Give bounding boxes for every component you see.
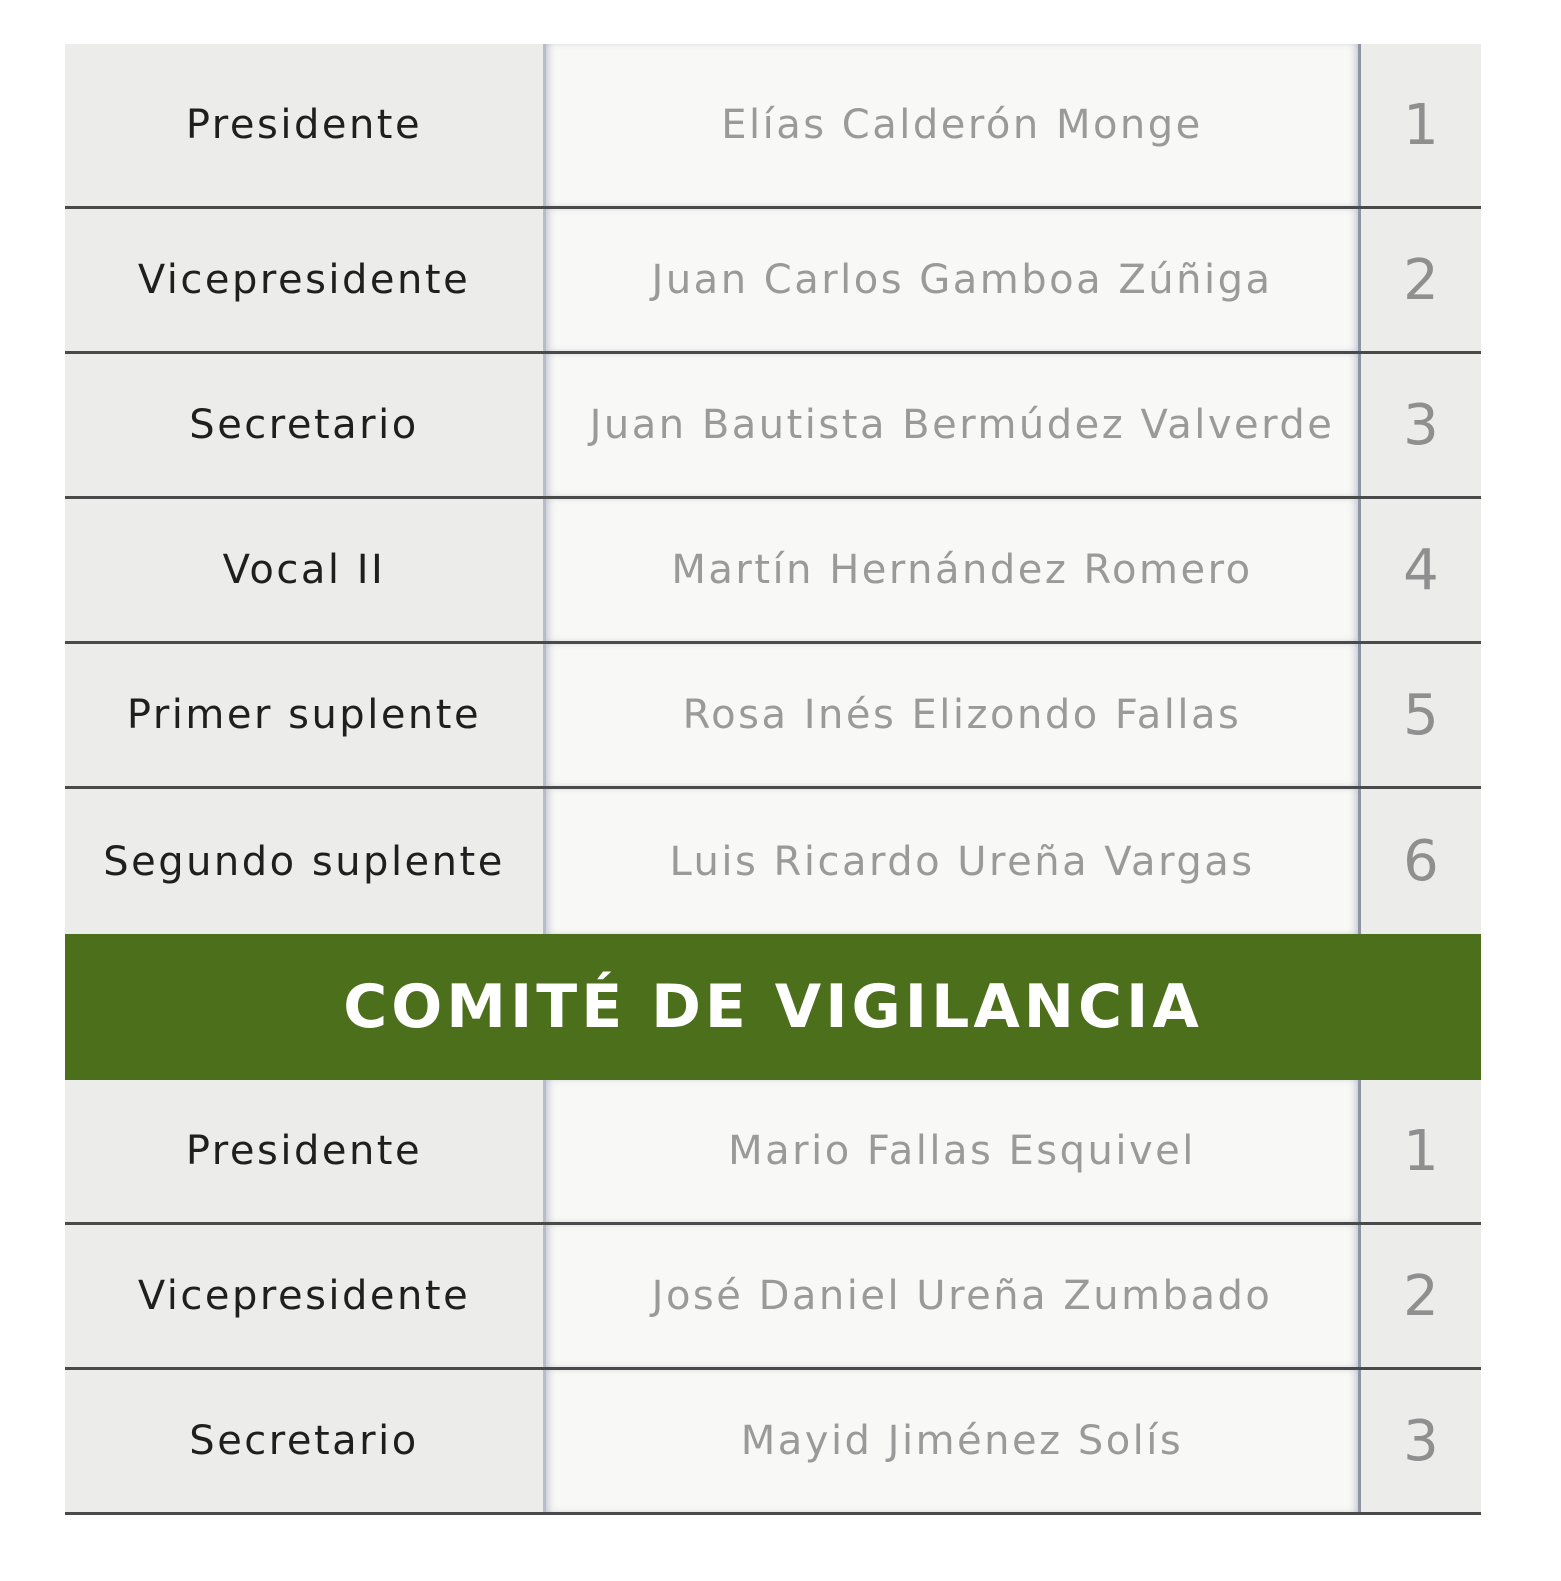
table-row	[65, 644, 1481, 789]
name-cell: Juan Carlos Gamboa Zúñiga	[543, 209, 1361, 351]
name-cell: Mayid Jiménez Solís	[543, 1370, 1361, 1512]
role-cell: Primer suplente	[65, 644, 543, 786]
table-row	[65, 1225, 1481, 1370]
number-cell: 5	[1361, 644, 1481, 786]
table-row	[65, 44, 1481, 209]
role-cell: Secretario	[65, 354, 543, 496]
role-cell: Vicepresidente	[65, 1225, 543, 1367]
number-cell: 3	[1361, 1370, 1481, 1512]
table-row	[65, 1370, 1481, 1515]
number-cell: 4	[1361, 499, 1481, 641]
name-cell: Rosa Inés Elizondo Fallas	[543, 644, 1361, 786]
number-cell: 3	[1361, 354, 1481, 496]
role-cell: Presidente	[65, 44, 543, 206]
role-cell: Secretario	[65, 1370, 543, 1512]
number-cell: 2	[1361, 1225, 1481, 1367]
role-cell: Segundo suplente	[65, 789, 543, 934]
table-row	[65, 209, 1481, 354]
name-cell: Martín Hernández Romero	[543, 499, 1361, 641]
table-row	[65, 1080, 1481, 1225]
table-row	[65, 499, 1481, 644]
name-cell: Juan Bautista Bermúdez Valverde	[543, 354, 1361, 496]
name-cell: Luis Ricardo Ureña Vargas	[543, 789, 1361, 934]
number-cell: 2	[1361, 209, 1481, 351]
table-row	[65, 789, 1481, 934]
table-row	[65, 354, 1481, 499]
role-cell: Vocal II	[65, 499, 543, 641]
number-cell: 1	[1361, 1080, 1481, 1222]
role-cell: Vicepresidente	[65, 209, 543, 351]
number-cell: 1	[1361, 44, 1481, 206]
number-cell: 6	[1361, 789, 1481, 934]
officers-table	[65, 44, 1481, 1515]
role-cell: Presidente	[65, 1080, 543, 1222]
name-cell: José Daniel Ureña Zumbado	[543, 1225, 1361, 1367]
section-banner: COMITÉ DE VIGILANCIA	[65, 934, 1481, 1080]
name-cell: Mario Fallas Esquivel	[543, 1080, 1361, 1222]
name-cell: Elías Calderón Monge	[543, 44, 1361, 206]
